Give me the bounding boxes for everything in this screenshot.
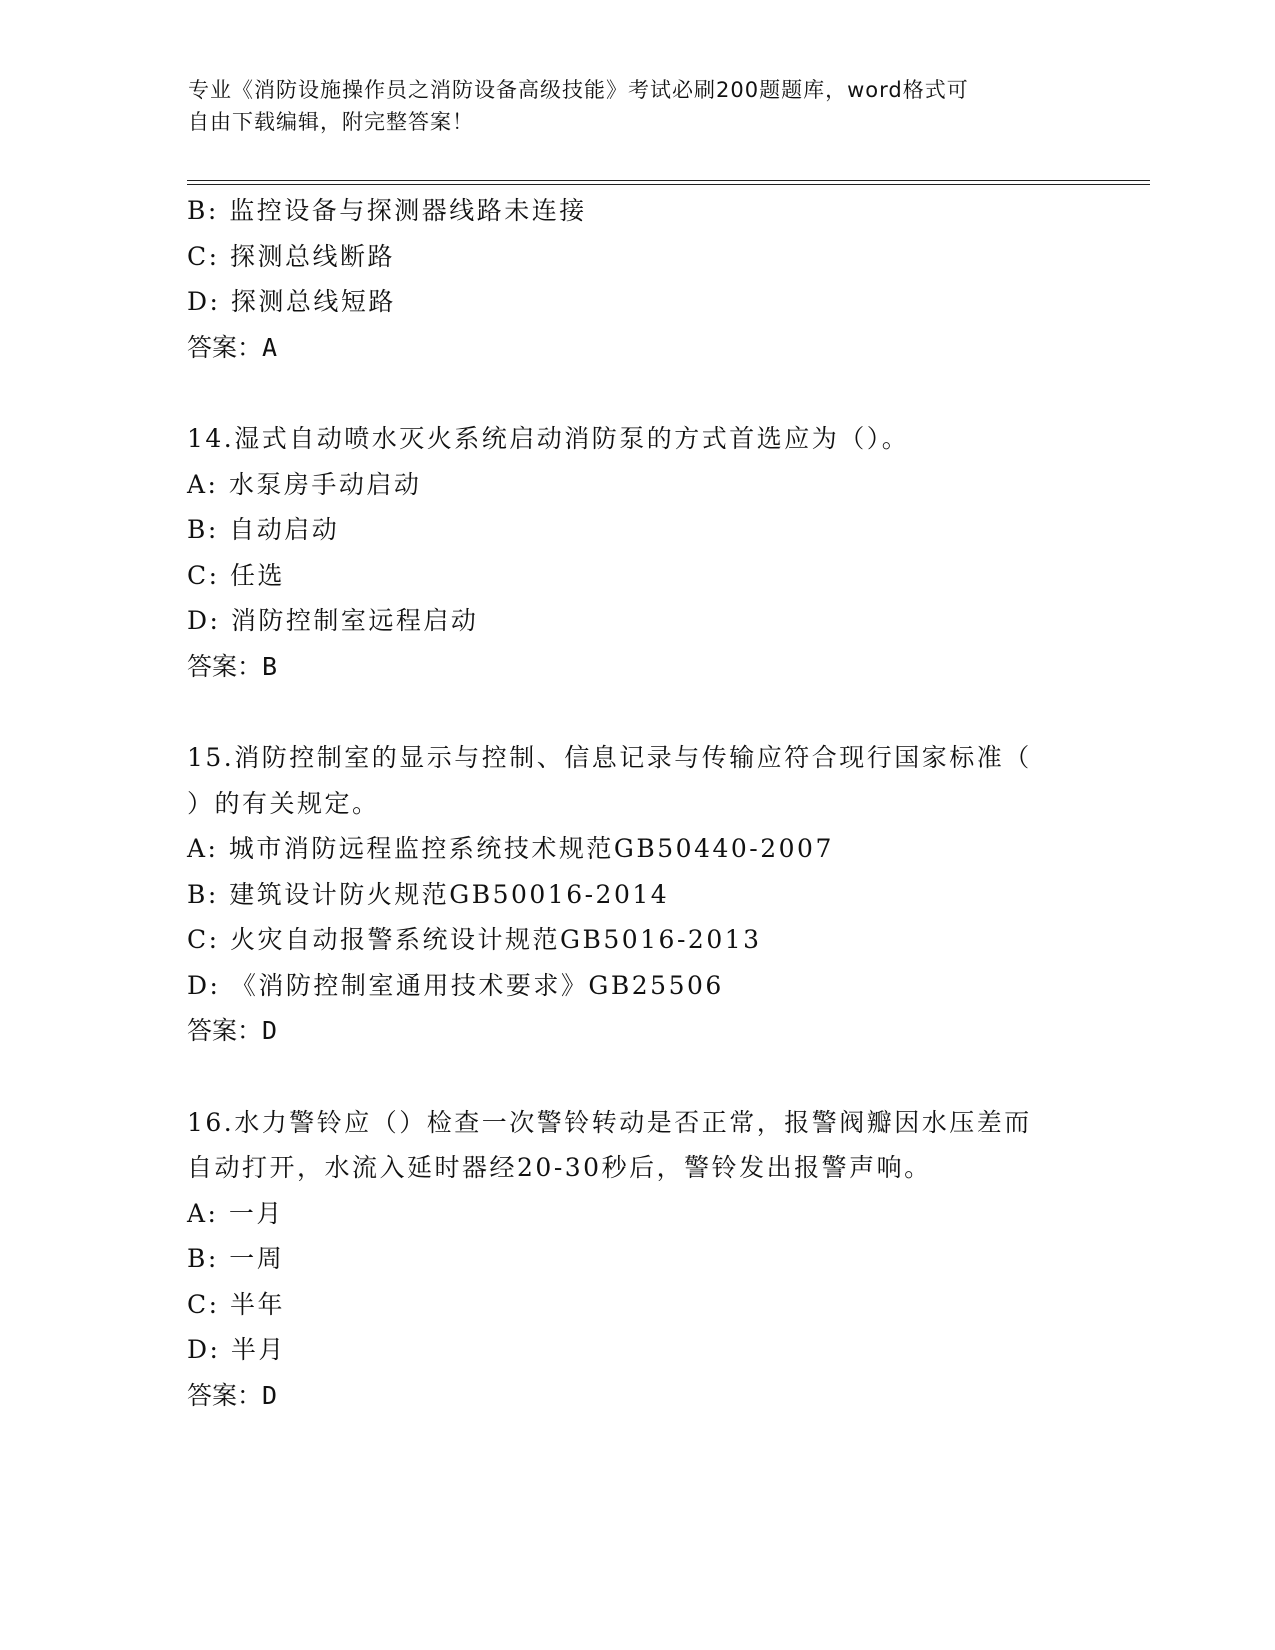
question-16 [187, 1100, 1087, 1419]
spacer [187, 1054, 1087, 1100]
question-text-line-1: 15.消防控制室的显示与控制、信息记录与传输应符合现行国家标准（ [187, 743, 1032, 772]
option-c: C: 半年 [187, 1289, 285, 1319]
question-14 [187, 416, 1087, 689]
document-header [188, 74, 1068, 138]
option-b: B: 监控设备与探测器线路未连接 [187, 196, 587, 225]
option-a: A: 水泵房手动启动 [187, 469, 422, 499]
header-line-2: 自由下载编辑，附完整答案！ [188, 110, 474, 134]
question-13-tail [187, 188, 1087, 370]
question-15 [187, 735, 1087, 1054]
answer-line: 答案：D [187, 1380, 278, 1410]
option-a: A: 一月 [187, 1198, 284, 1228]
option-d: D: 消防控制室远程启动 [187, 606, 479, 635]
spacer [187, 370, 1087, 416]
option-a: A: 城市消防远程监控系统技术规范GB50440-2007 [187, 834, 834, 863]
question-text-line-2: 自动打开，水流入延时器经20-30秒后，警铃发出报警声响。 [187, 1153, 932, 1182]
question-list [187, 188, 1087, 1418]
option-b: B: 自动启动 [187, 515, 340, 544]
header-divider-top [187, 180, 1150, 181]
spacer [187, 689, 1087, 735]
option-c: C: 任选 [187, 560, 285, 590]
answer-line: 答案：B [187, 651, 278, 681]
option-d: D: 《消防控制室通用技术要求》GB25506 [187, 970, 724, 1000]
option-d: D: 半月 [187, 1335, 286, 1364]
option-c: C: 探测总线断路 [187, 241, 395, 271]
header-line-1: 专业《消防设施操作员之消防设备高级技能》考试必刷200题题库，word格式可 [188, 78, 969, 102]
option-d: D: 探测总线短路 [187, 287, 396, 316]
option-b: B: 建筑设计防火规范GB50016-2014 [187, 879, 670, 909]
option-c: C: 火灾自动报警系统设计规范GB5016-2013 [187, 925, 762, 954]
question-text-line-1: 16.水力警铃应（）检查一次警铃转动是否正常，报警阀瓣因水压差而 [187, 1107, 1032, 1137]
answer-line: 答案：A [187, 332, 278, 362]
question-text-line-2: ）的有关规定。 [187, 788, 380, 818]
question-text: 14.湿式自动喷水灭火系统启动消防泵的方式首选应为（）。 [187, 424, 910, 453]
header-divider-bottom [187, 184, 1150, 185]
option-b: B: 一周 [187, 1244, 285, 1273]
answer-line: 答案：D [187, 1016, 278, 1045]
